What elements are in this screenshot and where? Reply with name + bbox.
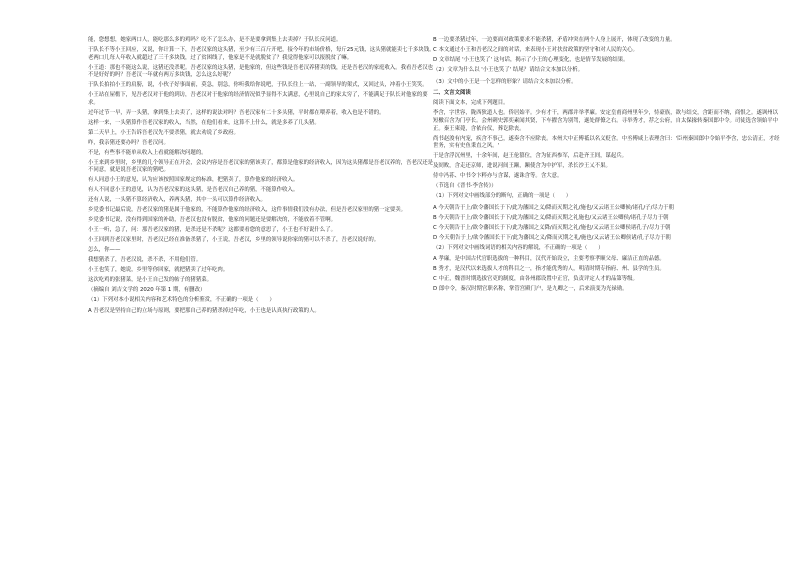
left-paragraph: 小王来到乡里时，乡里的几个领导正在开会，会议内容是吾老汉家的猪该卖了，都算是他家的经济收入，因为这头猪都是吾老汉养的，吾老汉还是不同意，就是说吾老汉家的猪吧。 [88,159,434,174]
right-paragraph: 阅读下面文本，完成下列题目。 [433,100,509,107]
right-paragraph: D 文章结尾 '小王也笑了' 这句话，揭示了小王的心理变化，也是情节发展的结果。 [433,56,629,63]
right-paragraph: C 今天朝告于上/欲令藩国长于下/此为藩国之义降/而灭期之礼/施也/又云诸王公卿侯诸孔子/尽力于朝 [433,224,671,231]
right-paragraph: D 郎中令，秦汉时期官职名称，掌管宫殿门户，是九卿之一，后来演变为光禄勋。 [433,286,628,293]
left-paragraph: A 吾老汉是坚持自己的立场与原则，要把那自己养的猪杀掉过年吃，小王也是认真执行政策的人。 [88,308,320,315]
right-paragraph: 李含，字世容，陇西狄道人也。侨居始平。少有才干，两郡并举孝廉。安定皇甫商州里年少，恃豪族，欲与结交，含距而不纳，商恨之。遂讽州以短檄召含为门亭长。会州刺史郭奕素闻其贤，下车擢含为别驾，遂处群僚之右。寻举秀才，荐之公府，自太保掾转秦国郎中令。司徒选含领始平中正。秦王柬薨，含依台仪，葬讫除丧。 [433,110,779,132]
left-paragraph: 小王站在屋檐下，见吾老汉对于他的到访，吾老汉对于他家的经济情况似乎显得不太满意，心里说自己的家太穷了，不能满足于队长对他家的要求。 [88,92,428,106]
right-paragraph: 于是含浮沉州里，十余年间，赵王伦篡位，含为征西参军，后赴齐王冏，谋起兵。 [433,153,628,160]
right-paragraph: （1）下列对文中画线部分的断句，正确的一项是（ ） [433,193,572,200]
left-paragraph: 小王也笑了，她说，乡里等你回家，就把猪卖了过年吃肉。 [88,266,229,273]
left-paragraph: （1）下列对本小说相关内容和艺术特色的分析鉴赏，不正确的一项是（ ） [88,296,275,303]
right-paragraph: B 一边要杀猪过年，一边要面对政策要求不能杀猪，矛盾冲突在两个人身上展开，体现了改变的力量。 [433,37,676,43]
right-paragraph: 侍中冯荪、中书令卞粹亦与含谋，遂诛含等。含大意。 [433,173,563,180]
right-paragraph: （2）文章为什么以 '小王也笑了' 结尾？请结合文本加以分析。 [433,66,583,73]
right-paragraph: 二、文言文阅读 [433,90,471,97]
left-paragraph: 乡党委书记说，没有得到国家的补助，吾老汉也没有脱贫，他家的问题还是要解决的，不能放着不管啊。 [88,217,336,224]
right-paragraph: C 本文通过小王和吾老汉之间的对话，来表现小王对扶贫政策的坚守和对人民的关心。 [433,46,638,53]
left-paragraph: 小王回到吾老汉家里时，吾老汉已经在准备杀猪了，小王说，吾老汉，乡里的领导说你家的猪可以不杀了，吾老汉说好的。 [88,236,380,243]
left-paragraph: 这样一来，一头猪算作吾老汉家的收入，当然，在他们看来，这算不上什么，就是多养了几头猪。 [88,119,320,126]
right-paragraph: B 今天朝告于上/欲令藩国长于下/此为藩国之义/降而灭期之礼施也/又云诸王公卿侯/诸孔子尽力于朝 [433,214,669,221]
right-paragraph: 及冏败，含走还京师，进说河间王颙，颙使含为中护军，杀长沙王乂不果。 [433,163,611,170]
left-column [88,37,436,318]
right-paragraph: D 今天朝告于上/欲令藩国长于下/此为藩国之义/降而灭期之礼/施也/又云诸王公卿侯诸/孔子尽力于朝 [433,234,671,241]
left-paragraph: 能，您想想，她家两口人，能吃那么多的鸡吗？吃不了怎么办，是不是要拿到集上去卖掉？于队长反问道。 [88,37,342,43]
right-paragraph: A 今天朝告于上/欲令藩国长于下/此为藩国之义/降而灭期之礼/施也/又云诸王公卿候/诸孔/子/尽力于朝 [433,204,674,211]
left-paragraph: 有人同意小王的意见，认为应该按照国家规定的标准，把猪卖了，算作他家的经济收入。 [88,177,299,184]
right-paragraph: （节选自《晋书·李含传》） [433,183,497,190]
left-paragraph: 不是，有些事不能单从收入上看就能解决问题的。 [88,149,207,156]
left-paragraph: 第二天早上，小王告诉吾老汉先不要杀猪，就去劝说了乡政府。 [88,129,239,136]
left-paragraph: 有人不同意小王的意见，认为吾老汉家的这头猪，是吾老汉自己养的猪，不能算作收入。 [88,187,299,194]
left-paragraph: 怎么，你—— [88,246,121,253]
left-paragraph: 这次吃鸡的张猪菜，是小王自己发的帖子的猪猪菜。 [88,276,212,283]
left-paragraph: 咋，我亲猪还要办吗？吾老汉问。 [88,139,169,146]
left-paragraph: 过年过节一早，弄一头猪，拿到集上去卖了，这样的说法对吗？吾老汉家有二十多头猪，平时都在喂养着，收入也是不错的。 [88,109,385,116]
right-paragraph: B 秀才，是汉代以来选拔人才的科目之一，指才能优秀的人，明清时期专指府、州、县学的生员。 [433,266,665,273]
left-paragraph: 小王一听，急了，问：那吾老汉家的猪，是杀还是不杀呢？这都要看您的意思了，小王也不好说什么了。 [88,227,336,233]
right-column [433,37,781,296]
left-paragraph: 我想猪杀了，吾老汉说，杀不杀，不用他们管。 [88,256,202,263]
left-paragraph: 于队长拍拍小王的肩膀，说，小伙子好事面前，莫急，别急，你听我给你说吧，于队长往上一站，一副领导的架式，又回过头，冲着小王笑笑。 [88,82,428,89]
left-paragraph: 还有人说，一头猪不算经济收入，养两头猪，其中一头可以算作经济收入。 [88,197,266,204]
right-paragraph: （3）文中的小王是一个怎样的形象？请结合文本加以分析。 [433,78,577,85]
right-paragraph: （2）下列对文中画线词语的相关内容的解说，不正确的一项是（ ） [433,244,604,251]
left-paragraph: 于队长不等小王回应，又说，你计算一下，吾老汉家的这头猪，至少有三百斤开吧，接今年的市场价格，每斤25元钱，这头猪就能卖七千多块钱。老两口儿每人年收入就超过了三千多块钱，过了贫困线了，他家是不是就脱贫了？我觉得他家可以报脱贫了嘛。 [88,46,435,61]
right-paragraph: C 中正，魏晋时期选拔官吏的制度，由各州郡设置中正官，负责评定人才的品第等级。 [433,276,638,283]
left-paragraph: （摘编自 刘吉文学的 2020 年第 1 期，有删改） [88,286,206,293]
left-paragraph: 小王道：那也不能这么说，这猪还没杀呢。吾老汉家的这头猪，是他家的，但这些钱是吾老汉养猪卖的钱，还是吾老汉的家庭收入。我看吾老汉也不是好好的吗？吾老汉一年就有两万多块钱，怎么这么好呢？ [88,64,434,79]
right-paragraph: 尚书赵浚有内宠，疾含不事己，遂奏含不应除丧。本州大中正傅祗以名义贬含。中丞傅咸上表理含曰：'臣州秦国郎中令始平李含，忠公清正，才经世务，实有史鱼秉直之风。' [433,135,780,150]
left-paragraph: 乡党委书记最后说，吾老汉家的猪是属于他家的，不能算作他家的经济收入，这件事情我们没有办法，但是吾老汉家里的猪一定要卖。 [88,207,407,214]
right-paragraph: A 孝廉，是中国古代官职选拔的一种科目，汉代开始设立，主要考察孝顺父母、廉洁正直的品德。 [433,256,665,263]
